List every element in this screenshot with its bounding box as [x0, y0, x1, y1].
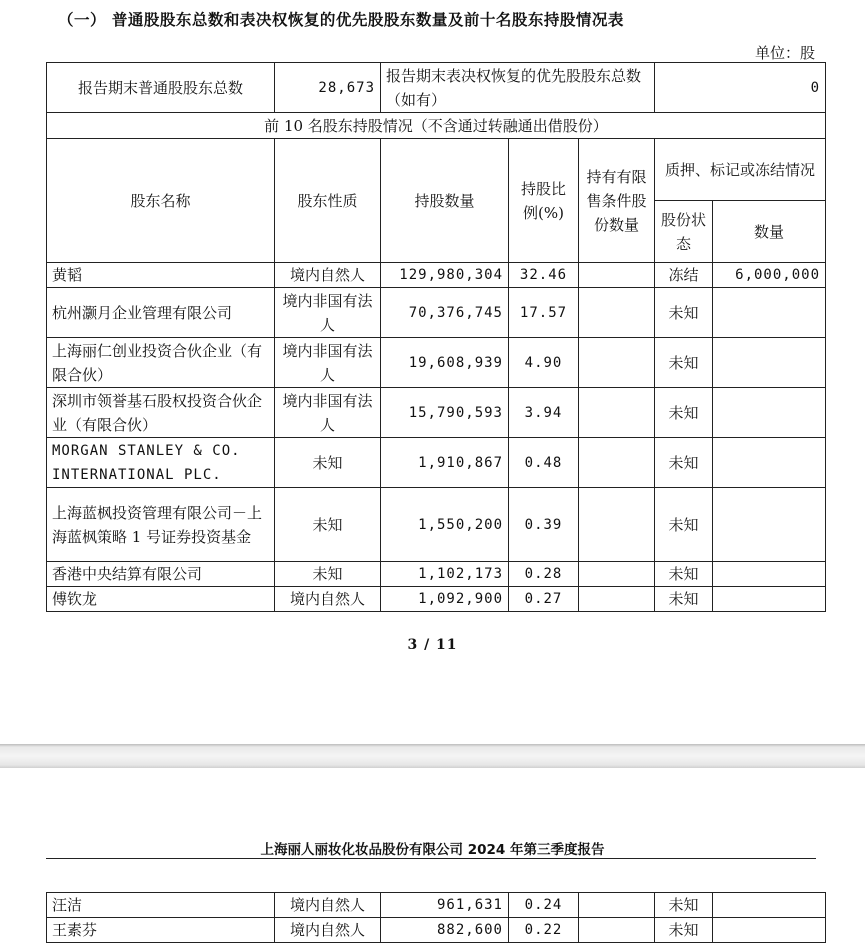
shareholder-name: 杭州灏月企业管理有限公司 — [47, 288, 275, 338]
table-row — [47, 587, 826, 612]
shareholder-name: 上海蓝枫投资管理有限公司－上海蓝枫策略 1 号证券投资基金 — [47, 488, 275, 562]
table-row — [47, 438, 826, 488]
table-row — [47, 893, 826, 918]
pledge-quantity — [713, 288, 826, 338]
shareholder-name: 傅钦龙 — [47, 587, 275, 612]
shareholder-name: 黄韬 — [47, 263, 275, 288]
shares-held: 882,600 — [381, 918, 509, 943]
shares-held: 961,631 — [381, 893, 509, 918]
shareholder-nature: 未知 — [275, 562, 381, 587]
restricted-shares — [579, 893, 655, 918]
share-status: 未知 — [655, 438, 713, 488]
pledge-quantity — [713, 488, 826, 562]
shareholder-nature: 境内自然人 — [275, 263, 381, 288]
restricted-shares — [579, 918, 655, 943]
header-rule — [46, 858, 816, 859]
pledge-quantity — [713, 587, 826, 612]
col-header-name: 股东名称 — [47, 139, 275, 263]
table-row — [47, 918, 826, 943]
shares-held: 1,550,200 — [381, 488, 509, 562]
share-ratio: 0.28 — [509, 562, 579, 587]
shareholder-name: 汪洁 — [47, 893, 275, 918]
total-shareholders-label: 报告期末普通股股东总数 — [47, 63, 275, 113]
col-header-shares: 持股数量 — [381, 139, 509, 263]
shareholder-rows-continued — [47, 893, 826, 943]
shares-held: 1,102,173 — [381, 562, 509, 587]
shares-held: 70,376,745 — [381, 288, 509, 338]
shareholder-nature: 境内非国有法人 — [275, 288, 381, 338]
restricted-shares — [579, 562, 655, 587]
share-ratio: 32.46 — [509, 263, 579, 288]
table-row — [47, 338, 826, 388]
share-ratio: 0.48 — [509, 438, 579, 488]
restricted-shares — [579, 338, 655, 388]
restricted-shares — [579, 438, 655, 488]
restricted-shares — [579, 288, 655, 338]
shares-held: 1,910,867 — [381, 438, 509, 488]
page-break — [0, 744, 865, 768]
share-status: 未知 — [655, 562, 713, 587]
shareholder-nature: 未知 — [275, 438, 381, 488]
pledge-quantity — [713, 893, 826, 918]
share-status: 未知 — [655, 338, 713, 388]
shareholder-name: 深圳市领誉基石股权投资合伙企业（有限合伙） — [47, 388, 275, 438]
total-shareholders-value: 28,673 — [275, 63, 381, 113]
restricted-shares — [579, 587, 655, 612]
share-ratio: 0.22 — [509, 918, 579, 943]
shareholder-nature: 境内自然人 — [275, 893, 381, 918]
shares-held: 129,980,304 — [381, 263, 509, 288]
report-header: 上海丽人丽妆化妆品股份有限公司 2024 年第三季度报告 — [260, 842, 605, 858]
share-status: 未知 — [655, 918, 713, 943]
col-header-status: 股份状态 — [655, 201, 713, 263]
table-row — [47, 288, 826, 338]
share-status: 未知 — [655, 388, 713, 438]
share-ratio: 0.39 — [509, 488, 579, 562]
share-ratio: 0.27 — [509, 587, 579, 612]
share-ratio: 17.57 — [509, 288, 579, 338]
col-header-ratio: 持股比例(%) — [509, 139, 579, 263]
share-status: 未知 — [655, 488, 713, 562]
pledge-quantity — [713, 338, 826, 388]
share-status: 冻结 — [655, 263, 713, 288]
page-number: 3 / 11 — [407, 637, 458, 653]
shareholder-name: MORGAN STANLEY & CO. INTERNATIONAL PLC. — [47, 438, 275, 488]
shareholder-nature: 未知 — [275, 488, 381, 562]
share-ratio: 4.90 — [509, 338, 579, 388]
pledge-quantity: 6,000,000 — [713, 263, 826, 288]
col-header-quantity: 数量 — [713, 201, 826, 263]
restricted-shares — [579, 488, 655, 562]
pledge-quantity — [713, 388, 826, 438]
shares-held: 19,608,939 — [381, 338, 509, 388]
shareholder-nature: 境内自然人 — [275, 587, 381, 612]
unit-label: 单位：股 — [754, 44, 815, 62]
shareholder-nature: 境内非国有法人 — [275, 388, 381, 438]
shareholder-name: 香港中央结算有限公司 — [47, 562, 275, 587]
shareholder-name: 王素芬 — [47, 918, 275, 943]
col-header-restricted: 持有有限售条件股份数量 — [579, 139, 655, 263]
share-status: 未知 — [655, 288, 713, 338]
table-row — [47, 388, 826, 438]
table-row — [47, 562, 826, 587]
shareholder-rows — [47, 263, 826, 612]
table-row — [47, 263, 826, 288]
preferred-shareholders-value: 0 — [655, 63, 826, 113]
share-ratio: 0.24 — [509, 893, 579, 918]
shareholder-nature: 境内自然人 — [275, 918, 381, 943]
share-status: 未知 — [655, 893, 713, 918]
shareholder-name: 上海丽仁创业投资合伙企业（有限合伙） — [47, 338, 275, 388]
shareholder-nature: 境内非国有法人 — [275, 338, 381, 388]
share-ratio: 3.94 — [509, 388, 579, 438]
pledge-quantity — [713, 438, 826, 488]
restricted-shares — [579, 388, 655, 438]
restricted-shares — [579, 263, 655, 288]
shareholder-table — [46, 62, 826, 612]
table-row — [47, 488, 826, 562]
shares-held: 15,790,593 — [381, 388, 509, 438]
preferred-shareholders-label: 报告期末表决权恢复的优先股股东总数（如有） — [381, 63, 655, 113]
pledge-quantity — [713, 918, 826, 943]
col-header-pledge-group: 质押、标记或冻结情况 — [655, 139, 826, 201]
pledge-quantity — [713, 562, 826, 587]
share-status: 未知 — [655, 587, 713, 612]
section-title: （一） 普通股股东总数和表决权恢复的优先股股东数量及前十名股东持股情况表 — [58, 11, 624, 29]
top10-caption: 前 10 名股东持股情况（不含通过转融通出借股份） — [47, 113, 826, 139]
col-header-nature: 股东性质 — [275, 139, 381, 263]
shareholder-table-continued — [46, 892, 826, 943]
shares-held: 1,092,900 — [381, 587, 509, 612]
